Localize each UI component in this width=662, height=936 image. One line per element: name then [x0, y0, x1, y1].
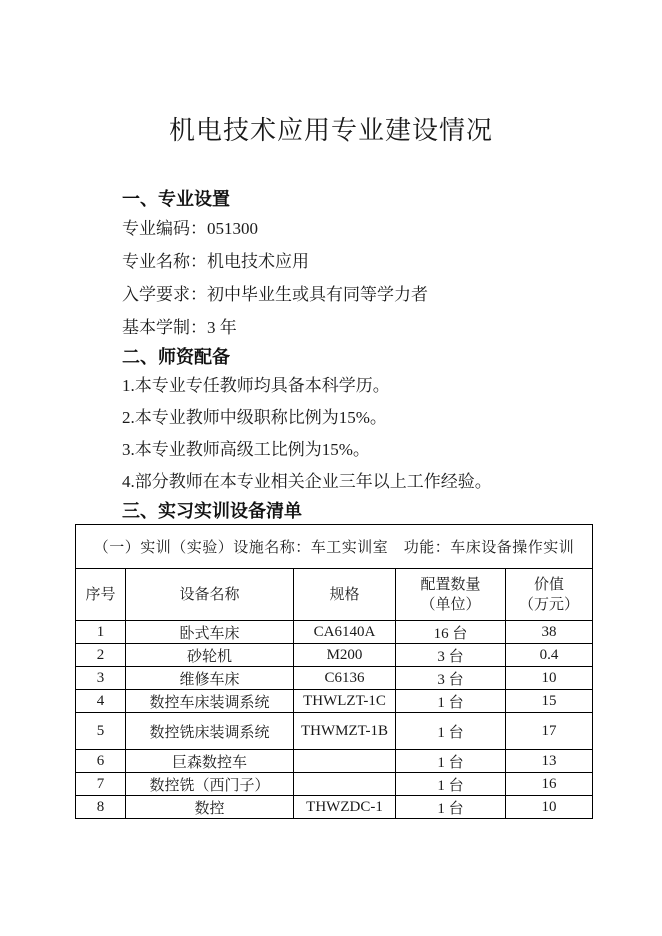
table-row	[76, 667, 593, 690]
header-line: 价值	[534, 576, 565, 593]
cell-spec: THWLZT-1C	[294, 690, 396, 713]
field-value: 初中毕业生或具有同等学力者	[207, 285, 428, 304]
faculty-item: 1.本专业专任教师均具备本科学历。	[122, 376, 390, 395]
section-heading-equipment: 三、实习实训设备清单	[122, 501, 302, 521]
cell-spec: THWZDC-1	[294, 796, 396, 819]
table-row	[76, 773, 593, 796]
document-body	[0, 186, 662, 524]
cell-qty: 3 台	[396, 667, 506, 690]
column-header-value	[506, 569, 593, 621]
field-value: 051300	[207, 219, 258, 238]
cell-value: 0.4	[506, 644, 593, 667]
field-label: 专业编码：	[122, 219, 207, 238]
field-admission-requirement	[122, 278, 612, 311]
cell-no: 7	[76, 773, 126, 796]
cell-value: 15	[506, 690, 593, 713]
cell-no: 2	[76, 644, 126, 667]
cell-no: 6	[76, 750, 126, 773]
cell-value: 16	[506, 773, 593, 796]
header-line: 配置数量	[420, 576, 481, 593]
field-major-code	[122, 212, 612, 245]
cell-qty: 3 台	[396, 644, 506, 667]
table-caption: （一）实训（实验）设施名称：车工实训室 功能：车床设备操作实训	[76, 525, 593, 569]
cell-no: 3	[76, 667, 126, 690]
cell-name: 数控铣床装调系统	[126, 713, 294, 750]
section-heading-faculty: 二、师资配备	[122, 347, 230, 367]
cell-spec	[294, 750, 396, 773]
cell-value: 13	[506, 750, 593, 773]
field-major-name	[122, 245, 612, 278]
cell-spec: THWMZT-1B	[294, 713, 396, 750]
cell-qty: 1 台	[396, 690, 506, 713]
cell-value: 38	[506, 621, 593, 644]
table-row	[76, 690, 593, 713]
cell-value: 17	[506, 713, 593, 750]
cell-no: 5	[76, 713, 126, 750]
header-line: 设备名称	[179, 586, 240, 603]
cell-name: 数控	[126, 796, 294, 819]
faculty-item: 2.本专业教师中级职称比例为15%。	[122, 408, 387, 427]
faculty-item: 4.部分教师在本专业相关企业三年以上工作经验。	[122, 472, 492, 491]
cell-value: 10	[506, 796, 593, 819]
document-title: 机电技术应用专业建设情况	[168, 116, 493, 145]
cell-name: 维修车床	[126, 667, 294, 690]
header-line: （万元）	[519, 596, 580, 613]
cell-spec: CA6140A	[294, 621, 396, 644]
cell-no: 1	[76, 621, 126, 644]
header-line: 序号	[85, 586, 116, 603]
cell-qty: 1 台	[396, 713, 506, 750]
column-header-name	[126, 569, 294, 621]
equipment-table	[75, 524, 593, 819]
field-schooling-years	[122, 311, 612, 344]
cell-qty: 1 台	[396, 750, 506, 773]
field-value: 3 年	[207, 318, 237, 337]
header-line: 规格	[329, 586, 360, 603]
cell-spec	[294, 773, 396, 796]
header-line: （单位）	[420, 596, 481, 613]
cell-qty: 1 台	[396, 796, 506, 819]
table-row	[76, 621, 593, 644]
field-value: 机电技术应用	[207, 252, 309, 271]
table-row	[76, 644, 593, 667]
cell-name: 数控车床装调系统	[126, 690, 294, 713]
column-header-spec	[294, 569, 396, 621]
table-row	[76, 750, 593, 773]
table-row	[76, 796, 593, 819]
column-header-no	[76, 569, 126, 621]
cell-spec: M200	[294, 644, 396, 667]
cell-name: 巨森数控车	[126, 750, 294, 773]
cell-name: 砂轮机	[126, 644, 294, 667]
table-caption-row	[76, 525, 593, 569]
field-label: 基本学制：	[122, 318, 207, 337]
cell-no: 4	[76, 690, 126, 713]
cell-value: 10	[506, 667, 593, 690]
cell-name: 数控铣（西门子）	[126, 773, 294, 796]
table-header-row	[76, 569, 593, 621]
field-label: 专业名称：	[122, 252, 207, 271]
cell-qty: 1 台	[396, 773, 506, 796]
cell-no: 8	[76, 796, 126, 819]
section-heading-major-setup: 一、专业设置	[122, 189, 230, 209]
cell-qty: 16 台	[396, 621, 506, 644]
cell-name: 卧式车床	[126, 621, 294, 644]
cell-spec: C6136	[294, 667, 396, 690]
field-label: 入学要求：	[122, 285, 207, 304]
table-row	[76, 713, 593, 750]
faculty-item: 3.本专业教师高级工比例为15%。	[122, 440, 370, 459]
column-header-qty	[396, 569, 506, 621]
